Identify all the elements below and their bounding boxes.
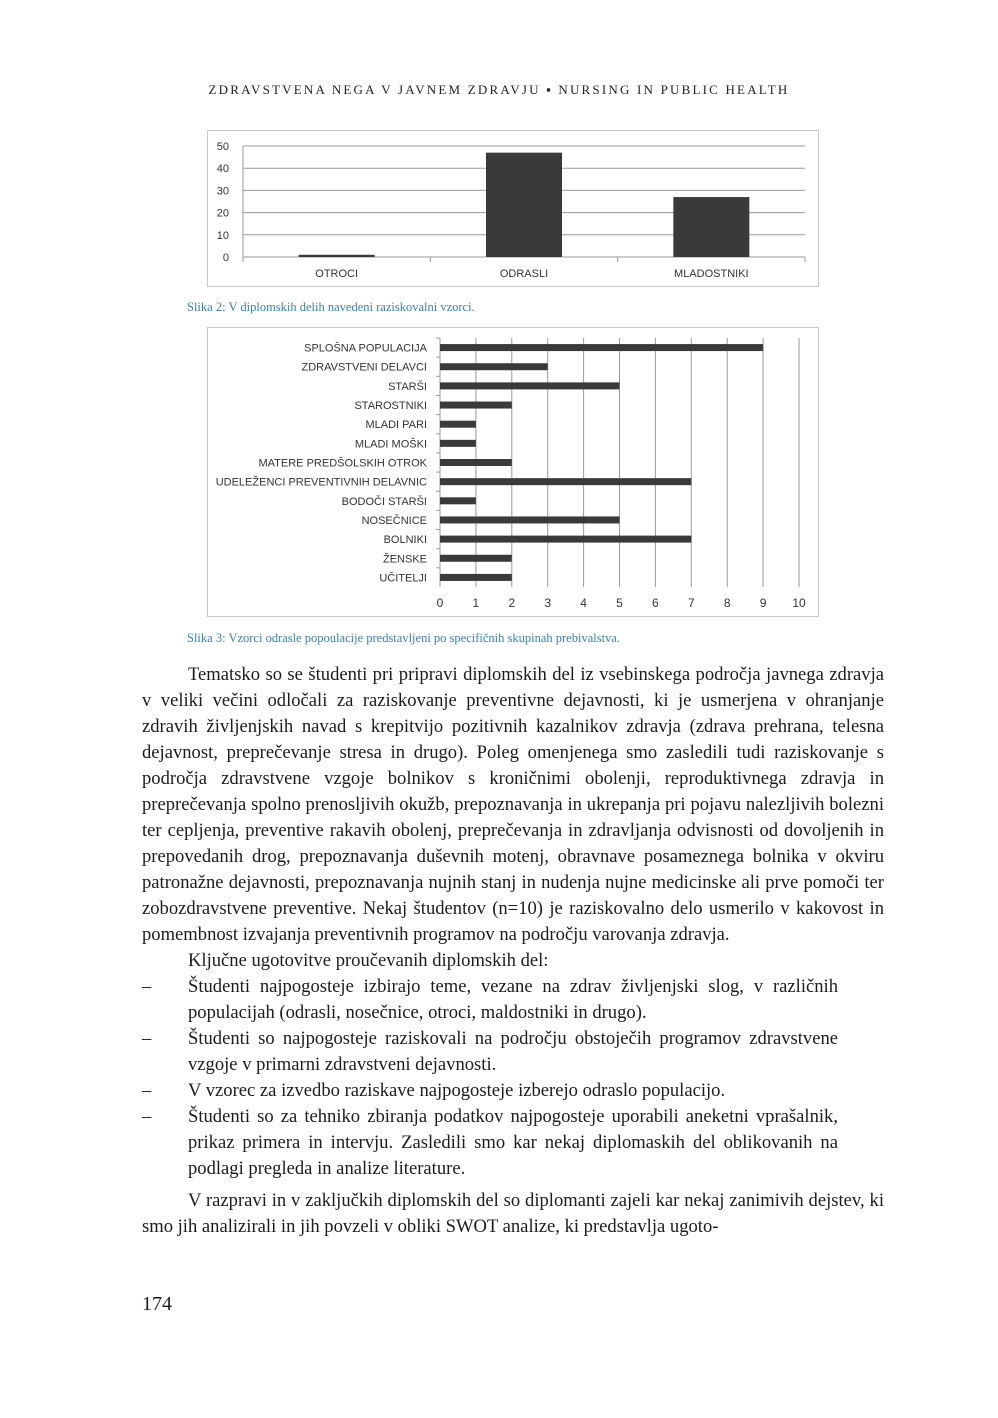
figure-2-chart [207, 130, 819, 287]
x-tick-label: OTROCI [315, 268, 359, 280]
bar [440, 497, 476, 504]
x-tick-label: 4 [580, 596, 587, 610]
y-tick-label: STARŠI [388, 380, 427, 393]
list-item-text: V vzorec za izvedbo raziskave najpogosteje izberejo odraslo populacijo. [188, 1080, 726, 1101]
x-tick-label: 9 [759, 596, 767, 610]
list-item-text: Študenti so za tehniko zbiranja podatkov najpogosteje uporabili aneketni vprašalnik, prikaz primera in intervju. Zasledili smo kar nekaj diplomaskih del oblikovanih na podlagi pregleda in analize literature. [188, 1106, 838, 1179]
y-tick-label: UČITELJI [379, 572, 427, 585]
bar [440, 459, 512, 466]
bar [440, 421, 476, 428]
y-tick-label: 40 [216, 163, 229, 176]
bar [299, 255, 375, 257]
paragraph: Tematsko so se študenti pri pripravi diplomskih del iz vsebinskega področja javnega zdravja v veliki večini odločali za raziskovanje preventivne dejavnosti, ki je usmerjena v ohranjanje zdravih življenjskih navad s krepitvijo pozitivnih kazalnikov zdravja (zdrava prehrana, telesna dejavnost, preprečevanje stresa in drugo). Poleg omenjenega smo zasledili tudi raziskovanje s področja zdravstvene vzgoje bolnikov s kroničnimi obolenji, reproduktivnega zdravja in preprečevanja spolno prenosljivih okužb, prepoznavanja in ukrepanja pri pojavu nalezljivih bolezni ter cepljenja, preventive rakavih obolenj, preprečevanja in zdravljanja odvisnosti od dovoljenih in prepovedanih drog, prepoznavanja duševnih motenj, obravnave posameznega bolnika v okviru patronažne dejavnosti, prepoznavanja nujnih stanj in nudenja nujne medicinske ali prve pomoči ter zobozdravstvene preventive. Nekaj študentov (n=10) je raziskovalno delo usmerilo v kakovost in pomembnost izvajanja preventivnih programov na področju varovanja zdravja. [142, 664, 884, 945]
list-dash: – [142, 976, 152, 997]
y-tick-label: ŽENSKE [382, 553, 427, 566]
y-tick-label: MLADI MOŠKI [354, 438, 427, 451]
bar [440, 344, 763, 351]
list-dash: – [142, 1106, 152, 1127]
y-tick-label: 30 [216, 185, 229, 198]
list-item-text: Študenti so najpogosteje raziskovali na področju obstoječih programov zdravstvene vzgoje v primarni zdravstveni dejavnosti. [188, 1028, 838, 1075]
paragraph-list-intro: Ključne ugotovitve proučevanih diplomskih del: [188, 950, 549, 971]
y-tick-label: 50 [216, 141, 229, 153]
x-tick-label: 8 [723, 596, 731, 610]
y-tick-label: 0 [222, 252, 229, 264]
x-tick-label: ODRASLI [499, 268, 549, 280]
bar [673, 197, 749, 257]
bar [440, 478, 691, 485]
x-tick-label: 7 [687, 596, 695, 610]
findings-list [142, 974, 884, 1182]
y-tick-label: BOLNIKI [383, 534, 427, 547]
x-tick-label: 5 [616, 596, 623, 610]
adult-population-groups-bar-chart [208, 328, 818, 616]
list-item [142, 974, 838, 1026]
body-text [142, 662, 884, 1240]
figure-3-chart [207, 327, 819, 617]
y-tick-label: MLADI PARI [365, 419, 427, 432]
list-dash: – [142, 1028, 152, 1049]
bar [440, 440, 476, 447]
list-item [142, 1104, 838, 1182]
x-tick-label: 1 [472, 596, 480, 610]
bar [486, 153, 562, 257]
list-item [142, 1078, 838, 1104]
y-tick-label: BODOČI STARŠI [341, 495, 427, 508]
research-samples-bar-chart [208, 131, 818, 286]
list-item-text: Študenti najpogosteje izbirajo teme, vezane na zdrav življenjski slog, v različnih populacijah (odrasli, nosečnice, otroci, maldostniki in drugo). [188, 976, 838, 1023]
y-tick-label: SPLOŠNA POPULACIJA [304, 342, 427, 355]
bar [440, 574, 512, 581]
y-tick-label: ZDRAVSTVENI DELAVCI [301, 361, 427, 374]
x-tick-label: 6 [652, 596, 659, 610]
paragraph: V razpravi in v zaključkih diplomskih del so diplomanti zajeli kar nekaj zanimivih dejstev, ki smo jih analizirali in jih povzeli v obliki SWOT analize, ki predstavlja ugoto- [142, 1190, 884, 1237]
bar [440, 402, 512, 409]
figure-3-caption: Slika 3: Vzorci odrasle popoulacije predstavljeni po specifičnih skupinah prebivalstva. [187, 631, 620, 645]
x-tick-label: 10 [792, 596, 806, 610]
y-tick-label: STAROSTNIKI [354, 400, 427, 413]
x-tick-label: 0 [436, 596, 444, 610]
x-tick-label: 3 [544, 596, 552, 610]
y-tick-label: MATERE PREDŠOLSKIH OTROK [258, 457, 427, 470]
y-tick-label: 20 [216, 207, 229, 220]
bar [440, 555, 512, 562]
list-dash: – [142, 1080, 152, 1101]
bar [440, 363, 548, 370]
page-number: 174 [142, 1293, 172, 1315]
list-item [142, 1026, 838, 1078]
bar [440, 516, 620, 523]
bar [440, 536, 691, 543]
x-tick-label: 2 [508, 596, 516, 610]
bar [440, 382, 620, 389]
y-tick-label: 10 [216, 229, 229, 242]
figure-2-caption: Slika 2: V diplomskih delih navedeni raziskovalni vzorci. [187, 300, 475, 314]
x-tick-label: MLADOSTNIKI [674, 268, 749, 280]
y-tick-label: UDELEŽENCI PREVENTIVNIH DELAVNIC [215, 476, 427, 489]
running-header: ZDRAVSTVENA NEGA V JAVNEM ZDRAVJU ▪ NURSING IN PUBLIC HEALTH [208, 82, 790, 97]
y-tick-label: NOSEČNICE [361, 514, 427, 527]
